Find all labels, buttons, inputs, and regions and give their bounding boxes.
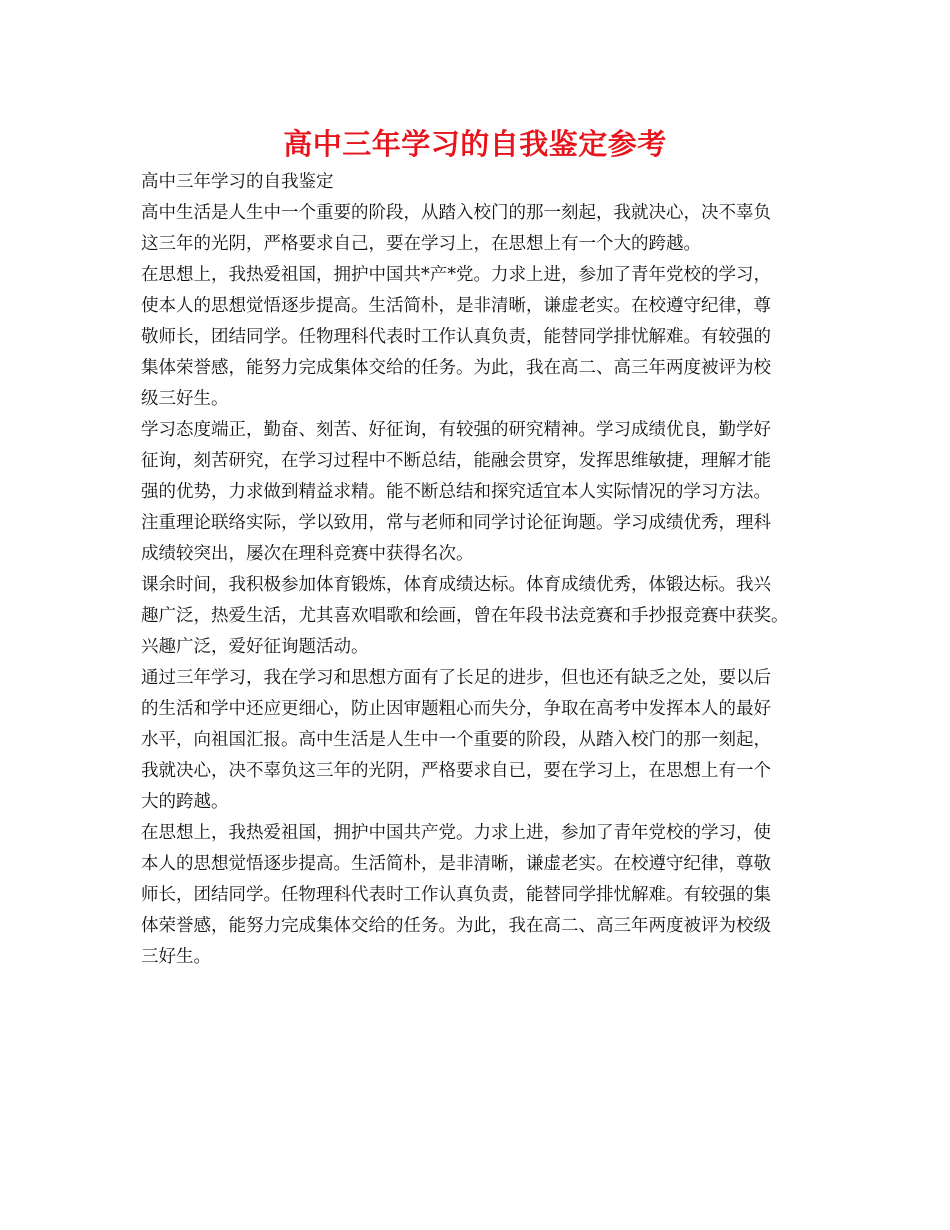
text-line: 学习态度端正，勤奋、刻苦、好征询，有较强的研究精神。学习成绩优良，勤学好 (141, 420, 771, 440)
text-line: 敬师长，团结同学。任物理科代表时工作认真负责，能替同学排忧解难。有较强的 (141, 327, 771, 347)
document-body (141, 167, 831, 973)
text-line: 的生活和学中还应更细心，防止因审题粗心而失分，争取在高考中发挥本人的最好 (141, 699, 771, 719)
text-line: 集体荣誉感，能努力完成集体交给的任务。为此，我在高二、高三年两度被评为校 (141, 358, 771, 378)
text-line: 课余时间，我积极参加体育锻炼，体育成绩达标。体育成绩优秀，体锻达标。我兴 (141, 575, 771, 595)
text-line: 成绩较突出，屡次在理科竞赛中获得名次。 (141, 544, 474, 564)
text-line: 趣广泛，热爱生活，尤其喜欢唱歌和绘画，曾在年段书法竞赛和手抄报竞赛中获奖。 (141, 606, 789, 626)
text-line: 注重理论联络实际，学以致用，常与老师和同学讨论征询题。学习成绩优秀，理科 (141, 513, 771, 533)
text-line: 我就决心，决不辜负这三年的光阴，严格要求自已，要在学习上，在思想上有一个 (141, 761, 771, 781)
text-line: 高中生活是人生中一个重要的阶段，从踏入校门的那一刻起，我就决心，决不辜负 (141, 203, 771, 223)
text-line: 兴趣广泛，爱好征询题活动。 (141, 637, 369, 657)
text-line: 三好生。 (141, 947, 211, 967)
text-line: 使本人的思想觉悟逐步提高。生活简朴，是非清晰，谦虚老实。在校遵守纪律，尊 (141, 296, 771, 316)
text-line: 级三好生。 (141, 389, 229, 409)
text-line: 这三年的光阴，严格要求自己，要在学习上，在思想上有一个大的跨越。 (141, 234, 701, 254)
text-line: 体荣誉感，能努力完成集体交给的任务。为此，我在高二、高三年两度被评为校级 (141, 916, 771, 936)
text-line: 在思想上，我热爱祖国，拥护中国共*产*党。力求上进，参加了青年党校的学习， (141, 265, 771, 285)
text-line: 师长，团结同学。任物理科代表时工作认真负责，能替同学排忧解难。有较强的集 (141, 885, 771, 905)
text-line: 征询，刻苦研究，在学习过程中不断总结，能融会贯穿，发挥思维敏捷，理解才能 (141, 451, 771, 471)
text-line: 本人的思想觉悟逐步提高。生活简朴，是非清晰，谦虚老实。在校遵守纪律，尊敬 (141, 854, 771, 874)
text-line: 大的跨越。 (141, 792, 229, 812)
document-title: 高中三年学习的自我鉴定参考 (283, 127, 667, 161)
text-line: 高中三年学习的自我鉴定 (141, 172, 334, 192)
text-line: 强的优势，力求做到精益求精。能不断总结和探究适宜本人实际情况的学习方法。 (141, 482, 771, 502)
text-line: 通过三年学习，我在学习和思想方面有了长足的进步，但也还有缺乏之处，要以后 (141, 668, 771, 688)
text-line: 在思想上，我热爱祖国，拥护中国共产党。力求上进，参加了青年党校的学习，使 (141, 823, 771, 843)
text-line: 水平，向祖国汇报。高中生活是人生中一个重要的阶段，从踏入校门的那一刻起， (141, 730, 771, 750)
